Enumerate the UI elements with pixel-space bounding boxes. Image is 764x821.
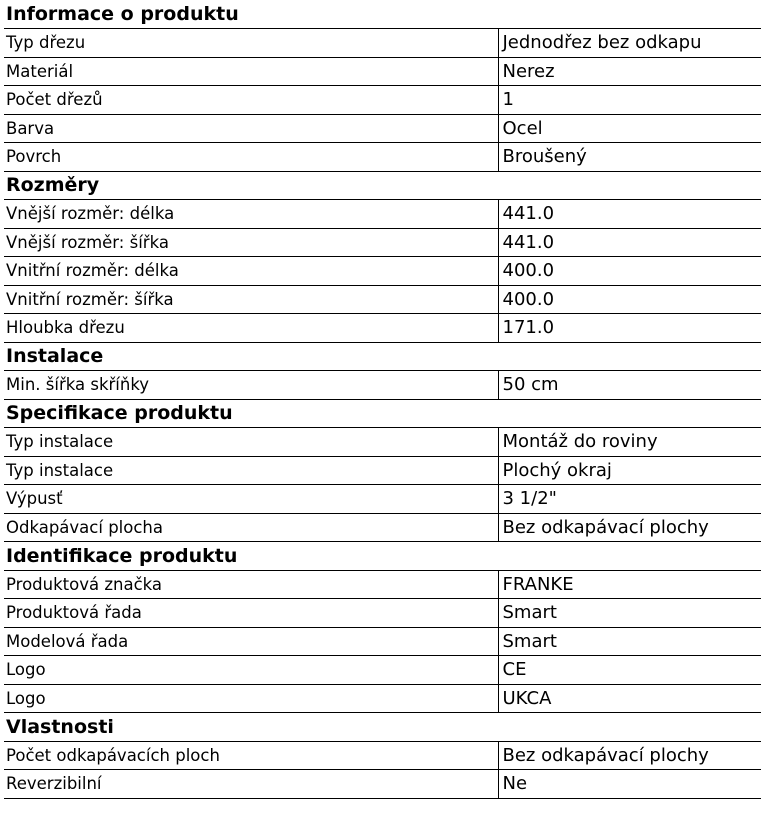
- property-value: Smart: [498, 599, 761, 628]
- property-label: Hloubka dřezu: [4, 314, 498, 343]
- property-value: 171.0: [498, 314, 761, 343]
- section-header: [4, 399, 761, 428]
- property-label: Odkapávací plocha: [4, 513, 498, 542]
- property-value: Jednodřez bez odkapu: [498, 29, 761, 58]
- property-value: Broušený: [498, 143, 761, 172]
- table-row: [4, 29, 761, 58]
- property-value: 1: [498, 86, 761, 115]
- property-value: 441.0: [498, 200, 761, 229]
- section-header-spacer: [498, 342, 761, 371]
- table-row: [4, 428, 761, 457]
- section-title: Identifikace produktu: [4, 542, 498, 571]
- table-row: [4, 57, 761, 86]
- table-row: [4, 684, 761, 713]
- property-label: Materiál: [4, 57, 498, 86]
- section-header-spacer: [498, 542, 761, 571]
- property-value: Bez odkapávací plochy: [498, 513, 761, 542]
- property-label: Výpusť: [4, 485, 498, 514]
- property-value: Plochý okraj: [498, 456, 761, 485]
- table-row: [4, 314, 761, 343]
- table-row: [4, 114, 761, 143]
- property-value: Nerez: [498, 57, 761, 86]
- property-label: Typ instalace: [4, 428, 498, 457]
- section-header: [4, 542, 761, 571]
- table-row: [4, 770, 761, 799]
- property-value: Bez odkapávací plochy: [498, 741, 761, 770]
- table-row: [4, 143, 761, 172]
- section-header-spacer: [498, 0, 761, 29]
- property-label: Počet dřezů: [4, 86, 498, 115]
- property-value: CE: [498, 656, 761, 685]
- table-row: [4, 285, 761, 314]
- property-label: Logo: [4, 656, 498, 685]
- property-label: Produktová řada: [4, 599, 498, 628]
- spec-table-body: [4, 0, 761, 798]
- table-row: [4, 570, 761, 599]
- table-row: [4, 86, 761, 115]
- property-label: Modelová řada: [4, 627, 498, 656]
- property-label: Typ dřezu: [4, 29, 498, 58]
- table-row: [4, 200, 761, 229]
- property-value: FRANKE: [498, 570, 761, 599]
- table-row: [4, 627, 761, 656]
- table-row: [4, 485, 761, 514]
- section-header-spacer: [498, 171, 761, 200]
- property-label: Vnější rozměr: šířka: [4, 228, 498, 257]
- property-label: Počet odkapávacích ploch: [4, 741, 498, 770]
- section-header: [4, 342, 761, 371]
- property-label: Reverzibilní: [4, 770, 498, 799]
- property-label: Logo: [4, 684, 498, 713]
- property-value: 50 cm: [498, 371, 761, 400]
- section-header: [4, 0, 761, 29]
- table-row: [4, 741, 761, 770]
- property-value: 400.0: [498, 257, 761, 286]
- property-label: Produktová značka: [4, 570, 498, 599]
- property-label: Vnitřní rozměr: délka: [4, 257, 498, 286]
- property-value: 441.0: [498, 228, 761, 257]
- property-label: Min. šířka skříňky: [4, 371, 498, 400]
- section-title: Rozměry: [4, 171, 498, 200]
- property-value: 400.0: [498, 285, 761, 314]
- section-header-spacer: [498, 713, 761, 742]
- property-label: Povrch: [4, 143, 498, 172]
- table-row: [4, 513, 761, 542]
- property-value: Ocel: [498, 114, 761, 143]
- table-row: [4, 599, 761, 628]
- section-header: [4, 713, 761, 742]
- table-row: [4, 257, 761, 286]
- section-header: [4, 171, 761, 200]
- property-value: Ne: [498, 770, 761, 799]
- table-row: [4, 228, 761, 257]
- product-spec-table: [4, 0, 761, 799]
- property-value: UKCA: [498, 684, 761, 713]
- section-header-spacer: [498, 399, 761, 428]
- property-label: Barva: [4, 114, 498, 143]
- property-label: Vnější rozměr: délka: [4, 200, 498, 229]
- table-row: [4, 371, 761, 400]
- section-title: Informace o produktu: [4, 0, 498, 29]
- table-row: [4, 656, 761, 685]
- section-title: Specifikace produktu: [4, 399, 498, 428]
- section-title: Vlastnosti: [4, 713, 498, 742]
- property-value: Smart: [498, 627, 761, 656]
- section-title: Instalace: [4, 342, 498, 371]
- property-value: Montáž do roviny: [498, 428, 761, 457]
- table-row: [4, 456, 761, 485]
- property-label: Typ instalace: [4, 456, 498, 485]
- property-label: Vnitřní rozměr: šířka: [4, 285, 498, 314]
- property-value: 3 1/2": [498, 485, 761, 514]
